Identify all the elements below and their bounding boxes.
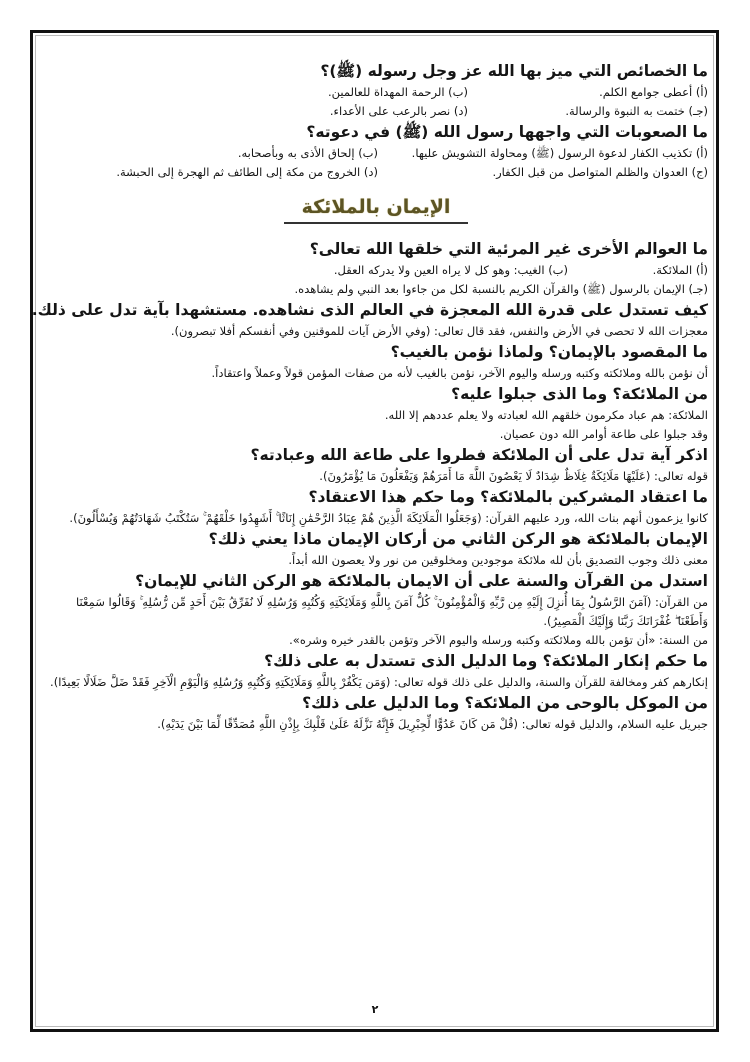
question-heading: ما المقصود بالإيمان؟ ولماذا نؤمن بالغيب؟ <box>390 343 708 361</box>
question-heading: من الملائكة؟ وما الذى جبلوا عليه؟ <box>451 385 708 403</box>
question-heading: ما العوالم الأخرى غير المرئية التي خلقها الله تعالى؟ <box>309 240 708 258</box>
answer-text: كانوا يزعمون أنهم بنات الله، ورد عليهم القرآن: (وَجَعَلُوا الْمَلَائِكَةَ الَّذِينَ هُمْ عِبَادُ الرَّحْمَٰنِ إِنَاثًا ۚ أَشَهِدُوا خَلْقَهُمْ ۚ سَتُكْتَبُ شَهَادَتُهُمْ وَيُسْأَلُونَ). <box>69 511 708 525</box>
question-block-prophet-difficulties <box>44 121 708 182</box>
section-title <box>44 194 708 224</box>
option-d: (د) نصر بالرعب على الأعداء. <box>329 104 468 118</box>
option-a: (أ) الملائكة. <box>652 263 708 277</box>
question-heading: استدل من القرآن والسنة على أن الايمان بالملائكة هو الركن الثاني للإيمان؟ <box>135 572 708 590</box>
answer-line: الملائكة: هم عباد مكرمون خلقهم الله لعبادته ولا يعلم عددهم إلا الله. <box>384 408 708 422</box>
page-number: ٢ <box>371 1003 379 1016</box>
answer-text: إنكارهم كفر ومخالفة للقرآن والسنة، والدليل على ذلك قوله تعالى: (وَمَن يَكْفُرْ بِاللَّهِ وَمَلَائِكَتِهِ وَكُتُبِهِ وَرُسُلِهِ وَالْيَوْمِ الْآخِرِ فَقَدْ ضَلَّ ضَلَالًا بَعِيدًا). <box>50 675 708 689</box>
options-row <box>44 83 708 102</box>
answer-line: وقد جبلوا على طاعة أوامر الله دون عصيان. <box>499 427 708 441</box>
question-heading: ما حكم إنكار الملائكة؟ وما الدليل الذى تستدل به على ذلك؟ <box>264 652 708 670</box>
question-block-unseen-worlds <box>44 238 708 299</box>
question-block-angels-obedience-verse <box>44 444 708 486</box>
document-body <box>31 60 708 734</box>
question-heading: ما اعتقاد المشركين بالملائكة؟ وما حكم هذا الاعتقاد؟ <box>308 488 708 506</box>
answer-text: قوله تعالى: (عَلَيْهَا مَلَائِكَةٌ غِلَاظٌ شِدَادٌ لَا يَعْصُونَ اللَّهَ مَا أَمَرَهُمْ وَيَفْعَلُونَ مَا يُؤْمَرُونَ). <box>319 469 708 483</box>
sunnah-evidence: من السنة: «أن تؤمن بالله وملائكته وكتبه ورسله واليوم الآخر وتؤمن بالقدر خيره وشره». <box>289 633 708 647</box>
option-b: (ب) إلحاق الأذى به وبأصحابه. <box>237 146 378 160</box>
question-heading: الإيمان بالملائكة هو الركن الثاني من أركان الإيمان ماذا يعني ذلك؟ <box>208 530 708 548</box>
question-block-polytheists-belief <box>44 486 708 528</box>
question-heading: اذكر آية تدل على أن الملائكة فطروا على طاعة الله وعبادته؟ <box>250 446 708 464</box>
options-row <box>44 163 708 182</box>
answer-text: معجزات الله لا تحصى في الأرض والنفس، فقد قال تعالى: (وفي الأرض آيات للموقنين وفي أنفسكم أفلا تبصرون). <box>170 324 708 338</box>
answer-text: معنى ذلك وجوب التصديق بأن لله ملائكة موجودين ومخلوقين من نور ولا يعصون الله أبداً. <box>288 553 708 567</box>
question-block-revelation-angel <box>44 692 708 734</box>
option-c: (جـ) الإيمان بالرسول (ﷺ) والقرآن الكريم بالنسبة لكل من جاءوا بعد النبي ولم يشاهده. <box>294 282 708 296</box>
option-b: (ب) الغيب: وهو كل لا يراه العين ولا يدركه العقل. <box>333 263 568 277</box>
question-block-meaning-of-faith <box>44 341 708 383</box>
option-d: (د) الخروج من مكة إلى الطائف ثم الهجرة إلى الحبشة. <box>116 165 378 179</box>
option-b: (ب) الرحمة المهداة للعالمين. <box>327 85 468 99</box>
question-block-denying-angels <box>44 650 708 692</box>
question-heading: ما الخصائص التي ميز بها الله عز وجل رسوله (ﷺ)؟ <box>320 62 708 80</box>
question-block-prophet-traits <box>44 60 708 121</box>
question-heading: كيف تستدل على قدرة الله المعجزة في العالم الذى نشاهده. مستشهدا بآية تدل على ذلك. <box>31 301 708 319</box>
options-row <box>44 261 708 280</box>
question-block-evidence-quran-sunnah <box>44 570 708 650</box>
option-a: (أ) تكذيب الكفار لدعوة الرسول (ﷺ) ومحاولة التشويش عليها. <box>411 146 708 160</box>
section-title-text: الإيمان بالملائكة <box>284 194 469 224</box>
option-a: (أ) أعطى جوامع الكلم. <box>599 85 708 99</box>
question-heading: ما الصعوبات التي واجهها رسول الله (ﷺ) في دعوته؟ <box>306 123 708 141</box>
option-c: (ج) العدوان والظلم المتواصل من قبل الكفار. <box>492 165 708 179</box>
question-heading: من الموكل بالوحى من الملائكة؟ وما الدليل على ذلك؟ <box>302 694 708 712</box>
option-c: (جـ) ختمت به النبوة والرسالة. <box>565 104 708 118</box>
question-block-second-pillar <box>44 528 708 570</box>
answer-text: أن نؤمن بالله وملائكته وكتبه ورسله واليوم الآخر، نؤمن بالغيب لأنه من صفات المؤمن قولاً وعملاً واعتقاداً. <box>211 366 708 380</box>
options-row <box>44 144 708 163</box>
quran-evidence: من القرآن: (آمَنَ الرَّسُولُ بِمَا أُنزِلَ إِلَيْهِ مِن رَّبِّهِ وَالْمُؤْمِنُونَ ۚ كُلٌّ آمَنَ بِاللَّهِ وَمَلَائِكَتِهِ وَكُتُبِهِ وَرُسُلِهِ لَا نُفَرِّقُ بَيْنَ أَحَدٍ مِّن رُّسُلِهِ ۚ وَقَالُوا سَمِعْنَا وَأَطَعْنَا ۖ غُفْرَانَكَ رَبَّنَا وَإِلَيْكَ الْمَصِيرُ). <box>76 595 708 628</box>
question-block-gods-power <box>31 299 708 341</box>
question-block-who-are-angels <box>44 383 708 444</box>
answer-text: جبريل عليه السلام، والدليل قوله تعالى: (قُلْ مَن كَانَ عَدُوًّا لِّجِبْرِيلَ فَإِنَّهُ نَزَّلَهُ عَلَىٰ قَلْبِكَ بِإِذْنِ اللَّهِ مُصَدِّقًا لِّمَا بَيْنَ يَدَيْهِ). <box>157 717 708 731</box>
options-row <box>44 102 708 121</box>
